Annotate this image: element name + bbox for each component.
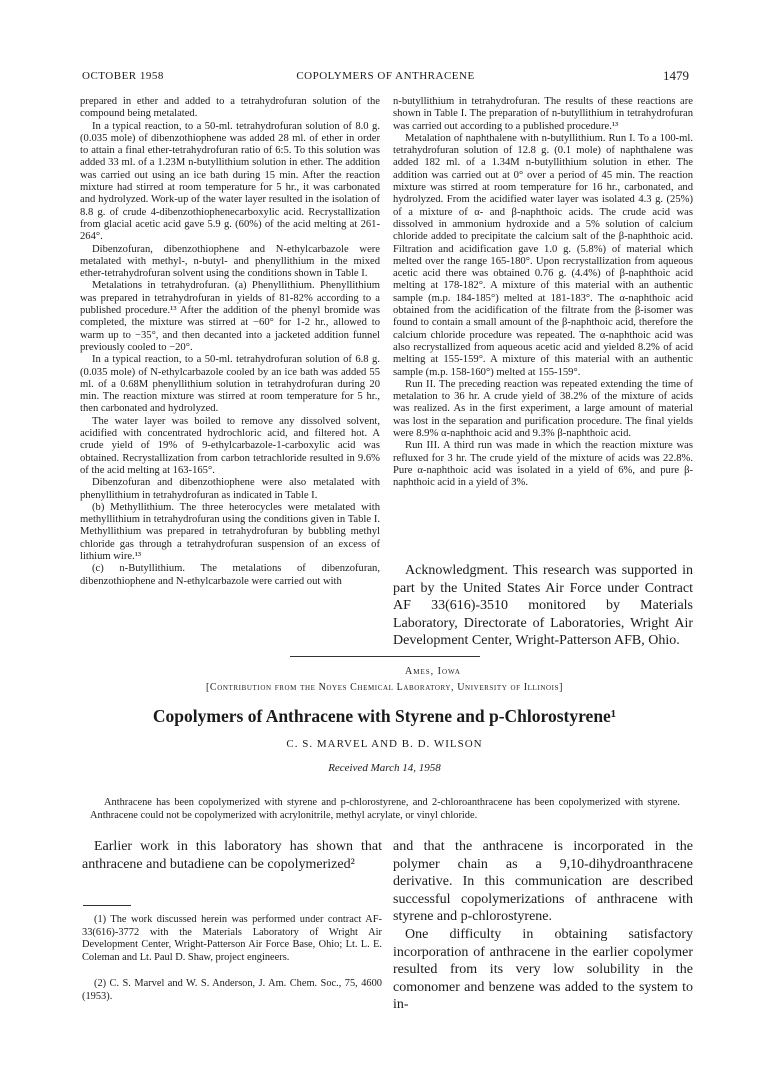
- paragraph: Run III. A third run was made in which the reaction mixture was refluxed for 3 hr. The crude yield of the mixture of acids was 22.8%. Pure α-naphthoic acid was isolated in a yield of 6%, and pure β-naphthoic acid in a yield of 3%.: [393, 440, 693, 489]
- header-title: COPOLYMERS OF ANTHRACENE: [296, 70, 475, 82]
- section-divider: [290, 656, 480, 657]
- contribution-line: [Contribution from the Noyes Chemical Laboratory, University of Illinois]: [206, 682, 563, 693]
- paragraph: Run II. The preceding reaction was repeated extending the time of metalation to 36 hr. A crude yield of 38.2% of the mixture of acids was realized. As in the first experiment, a large amount of material was lost in the separation and purification procedure. The final yields were 8.9% α-naphthoic acid and 9.3% β-naphthoic acid.: [393, 378, 693, 440]
- paragraph: prepared in ether and added to a tetrahydrofuran solution of the compound being metalated.: [80, 96, 380, 120]
- paragraph: n-butyllithium in tetrahydrofuran. The results of these reactions are shown in Table I. The preparation of n-butyllithium in tetrahydrofuran was carried out according to a published procedure.¹³: [393, 96, 693, 132]
- received-date: Received March 14, 1958: [328, 762, 441, 774]
- abstract: Anthracene has been copolymerized with styrene and p-chlorostyrene, and 2-chloroanthracene has been copolymerized with styrene. Anthracene could not be copolymerized with acrylonitrile, methyl acrylate, or vinyl chloride.: [90, 797, 680, 821]
- authors: C. S. MARVEL AND B. D. WILSON: [286, 738, 483, 750]
- paragraph: (b) Methyllithium. The three heterocycles were metalated with methyllithium in tetrahydrofuran using the conditions given in Table I. Methyllithium was prepared in tetrahydrofuran by bubbling methyl chloride gas through a tetrahydrofuran suspension of an excess of lithium wire.¹³: [80, 501, 380, 562]
- paragraph: and that the anthracene is incorporated in the polymer chain as a 9,10-dihydroanthracene derivative. In this communication are described successful copolymerizations of anthracene with styrene and p-chlorostyrene.: [393, 839, 693, 925]
- running-header: [82, 70, 689, 86]
- location: Ames, Iowa: [405, 666, 461, 677]
- paragraph: In a typical reaction, to a 50-ml. tetrahydrofuran solution of 8.0 g. (0.035 mole) of dibenzothiophene was added 28 ml. of ether in order to attain a final ether-tetrahydrofuran ratio of 6:5. To this solution was added 33 ml. of a 1.23M n-butyllithium solution in ether. The addition was carried out using an ice bath during 15 min. After the reaction mixture had stirred at room temperature for 5 hr., it was carbonated and hydrolyzed. Work-up of the water layer resulted in the isolation of 8.8 g. of crude 4-dibenzothiophenecarboxylic acid. Recrystallization from glacial acetic acid gave 5.9 g. (60%) of the acid melting at 261-264°.: [80, 120, 380, 243]
- paragraph: Metalations in tetrahydrofuran. (a) Phenyllithium. Phenyllithium was prepared in tetrahydrofuran in yields of 81-82% according to a published procedure.¹³ After the addition of the phenyl bromide was completed, the mixture was stirred at −60° for 1-2 hr., allowed to warm up to −35°, and then decanted into a jacketed addition funnel previously cooled to −20°.: [80, 280, 380, 353]
- paragraph: Metalation of naphthalene with n-butyllithium. Run I. To a 100-ml. tetrahydrofuran solution of 12.8 g. (0.1 mole) of naphthalene was added 182 ml. of a 1.34M n-butyllithium solution in ether. The addition was carried out at 0° over a period of 45 min. The reaction mixture was stirred at room temperature for 16 hr., carbonated, and hydrolyzed. From the acidified water layer was isolated 4.3 g. (25%) of a mixture of α- and β-naphthoic acids. The crude acid was dissolved in ammonium hydroxide and a 5% solution of calcium chloride added to precipitate the calcium salt of the β-naphthoic acid. Filtration and acidification gave 1.0 g. (5.8%) of material which melted over the range 165-180°. Upon recrystallization from aqueous acetic acid there was obtained 0.76 g. (4.4%) of β-naphthoic acid melting at 178-182°. A mixture of this material with an authentic sample (m.p. 184-185°) melted at 181-183°. The α-naphthoic acid obtained from the acidification of the filtrate from the β-isomer was found to contain a small amount of the β-naphthoic acid, therefore the calcium chloride procedure was repeated. The α-naphthoic acid was also recrystallized from aqueous acetic acid and yielded 8.2% of acid melting at 155-159°. A mixture of this material with an authentic sample (m.p. 158-160°) melted at 155-159°.: [393, 132, 693, 378]
- paragraph: The water layer was boiled to remove any dissolved solvent, acidified with concentrated hydrochloric acid, and filtered hot. A crude yield of 19% of 9-ethylcarbazole-1-carboxylic acid was obtained. Recrystallization from carbon tetrachloride resulted in 9.6% of the acid melting at 163-165°.: [80, 415, 380, 476]
- left-column: [80, 96, 380, 588]
- header-date: OCTOBER 1958: [82, 70, 164, 82]
- paragraph: Dibenzofuran and dibenzothiophene were also metalated with phenyllithium in tetrahydrofuran as indicated in Table I.: [80, 477, 380, 501]
- intro-left: Earlier work in this laboratory has shown that anthracene and butadiene can be copolymerized²: [82, 839, 382, 872]
- paragraph: Dibenzofuran, dibenzothiophene and N-ethylcarbazole were metalated with methyl-, n-butyl- and phenyllithium in the mixed ether-tetrahydrofuran solvent using the conditions shown in Table I.: [80, 243, 380, 280]
- acknowledgment: Acknowledgment. This research was supported in part by the United States Air Force under Contract AF 33(616)-3510 monitored by Materials Laboratory, Directorate of Laboratories, Wright Air Development Center, Wright-Patterson AFB, Ohio.: [393, 563, 693, 649]
- paragraph: One difficulty in obtaining satisfactory incorporation of anthracene in the earlier copolymer resulted from its very low solubility in the comonomer and benzene was added to the system to in-: [393, 926, 693, 1013]
- article-title: Copolymers of Anthracene with Styrene and p-Chlorostyrene¹: [152, 706, 617, 726]
- footnote: (2) C. S. Marvel and W. S. Anderson, J. Am. Chem. Soc., 75, 4600 (1953).: [82, 978, 382, 1002]
- page-number: 1479: [663, 68, 689, 83]
- right-column: [393, 96, 693, 490]
- footnote-divider: [83, 905, 131, 906]
- paragraph: In a typical reaction, to a 50-ml. tetrahydrofuran solution of 6.8 g. (0.035 mole) of N-ethylcarbazole cooled by an ice bath was added 55 ml. of a 0.68M phenyllithium solution in tetrahydrofuran during 20 min. The reaction mixture was stirred at room temperature for 5 hr., then carbonated and hydrolyzed.: [80, 354, 380, 415]
- intro-right: [393, 838, 693, 1014]
- footnote: (1) The work discussed herein was performed under contract AF-33(616)-3772 with the Materials Laboratory of Wright Air Development Center, Wright-Patterson Air Force Base, Ohio; Lt. L. E. Coleman and Lt. Paul D. Shaw, project engineers.: [82, 914, 382, 963]
- paragraph: (c) n-Butyllithium. The metalations of dibenzofuran, dibenzothiophene and N-ethylcarbazole were carried out with: [80, 563, 380, 587]
